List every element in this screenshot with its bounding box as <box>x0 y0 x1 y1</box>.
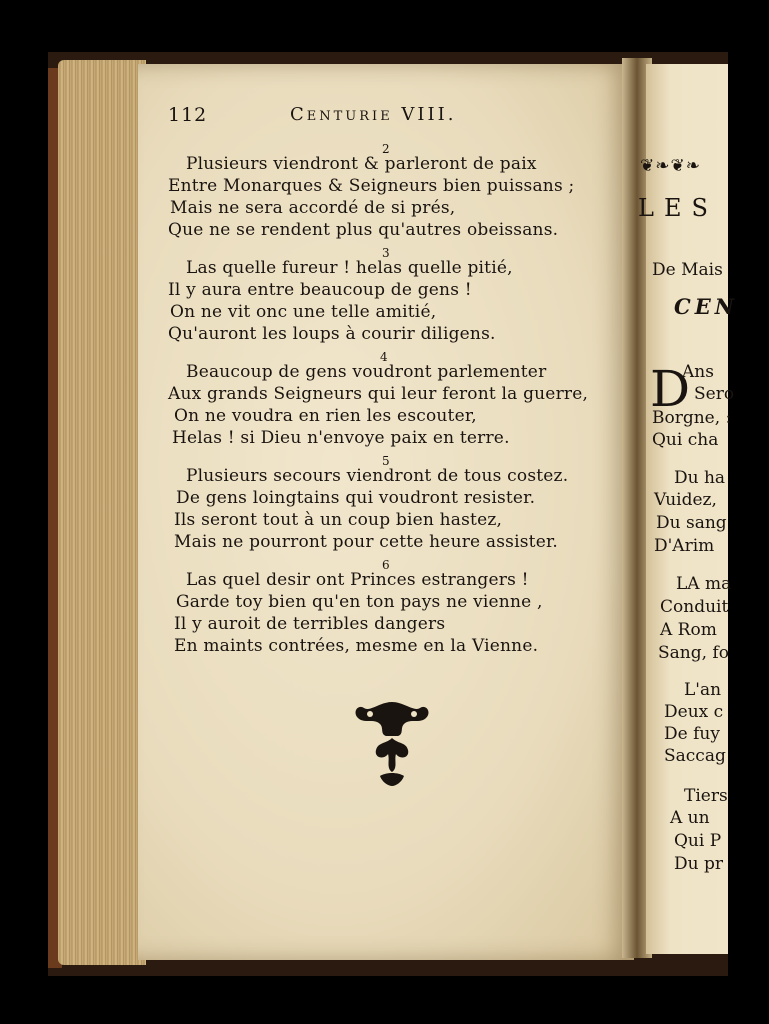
stanza-number: 3 <box>382 246 390 260</box>
right-subtitle: De Mais <box>652 260 723 280</box>
right-title: LES <box>638 194 718 222</box>
right-verse-fragment: Sang, fo <box>658 643 729 663</box>
page-edges <box>58 60 146 965</box>
verse-line: De gens loingtains qui voudront resister. <box>176 488 536 508</box>
verse-line: Il y aura entre beaucoup de gens ! <box>168 280 472 300</box>
verse-line: Beaucoup de gens voudront parlementer <box>186 362 547 382</box>
right-verse-fragment: A un <box>670 808 710 828</box>
verse-line: Mais ne sera accordé de si prés, <box>170 198 456 218</box>
right-verse-fragment: Saccag <box>664 746 726 766</box>
verse-line: Las quel desir ont Princes estrangers ! <box>186 570 529 590</box>
drop-cap: D <box>650 360 691 418</box>
right-centurie-heading: CEN <box>674 294 738 319</box>
verse-line: Aux grands Seigneurs qui leur feront la guerre, <box>168 384 589 404</box>
right-verse-fragment: Du pr <box>674 854 723 874</box>
verse-line: Mais ne pourront pour cette heure assister. <box>174 532 559 552</box>
right-verse-fragment: L'an <box>684 680 722 700</box>
right-verse-fragment: Vuidez, <box>654 490 717 510</box>
right-verse-fragment: Borgne, : <box>652 408 732 428</box>
headband-ornament: ❦❧❦❧ <box>640 156 701 176</box>
right-verse-fragment: Du sang <box>656 513 727 533</box>
page-number: 112 <box>168 104 208 126</box>
verse-line: Helas ! si Dieu n'envoye paix en terre. <box>172 428 510 448</box>
running-head: Centurie VIII. <box>290 104 457 125</box>
right-verse-fragment: Qui P <box>674 831 722 851</box>
verse-line: Il y auroit de terribles dangers <box>174 614 446 634</box>
right-verse-fragment: De fuy <box>664 724 720 744</box>
right-verse-fragment: Sero <box>694 384 735 404</box>
verse-line: Garde toy bien qu'en ton pays ne vienne , <box>176 592 543 612</box>
right-verse-fragment: Ans <box>682 362 714 382</box>
verse-line: Entre Monarques & Seigneurs bien puissans ; <box>168 176 575 196</box>
verse-line: Qu'auront les loups à courir diligens. <box>168 324 496 344</box>
verse-line: Las quelle fureur ! helas quelle pitié, <box>186 258 513 278</box>
right-verse-fragment: D'Arim <box>654 536 715 556</box>
verse-line: Plusieurs secours viendront de tous costez. <box>186 466 569 486</box>
stanza-number: 5 <box>382 454 390 468</box>
right-verse-fragment: A Rom <box>660 620 717 640</box>
verse-line: En maints contrées, mesme en la Vienne. <box>174 636 539 656</box>
left-page <box>138 64 634 960</box>
verse-line: On ne voudra en rien les escouter, <box>174 406 477 426</box>
right-verse-fragment: Qui cha <box>652 430 719 450</box>
verse-line: Plusieurs viendront & parleront de paix <box>186 154 537 174</box>
ornament-icon <box>350 698 434 788</box>
verse-line: On ne vit onc une telle amitié, <box>170 302 437 322</box>
stanza-number: 6 <box>382 558 390 572</box>
right-verse-fragment: Tiers <box>684 786 728 806</box>
stanza-number: 2 <box>382 142 390 156</box>
right-verse-fragment: LA ma <box>676 574 732 594</box>
stanza-number: 4 <box>380 350 388 364</box>
verse-line: Que ne se rendent plus qu'autres obeissans. <box>168 220 559 240</box>
right-page <box>638 64 738 954</box>
right-verse-fragment: Deux c <box>664 702 724 722</box>
right-verse-fragment: Du ha <box>674 468 726 488</box>
verse-line: Ils seront tout à un coup bien hastez, <box>174 510 503 530</box>
right-verse-fragment: Conduit <box>660 597 729 617</box>
